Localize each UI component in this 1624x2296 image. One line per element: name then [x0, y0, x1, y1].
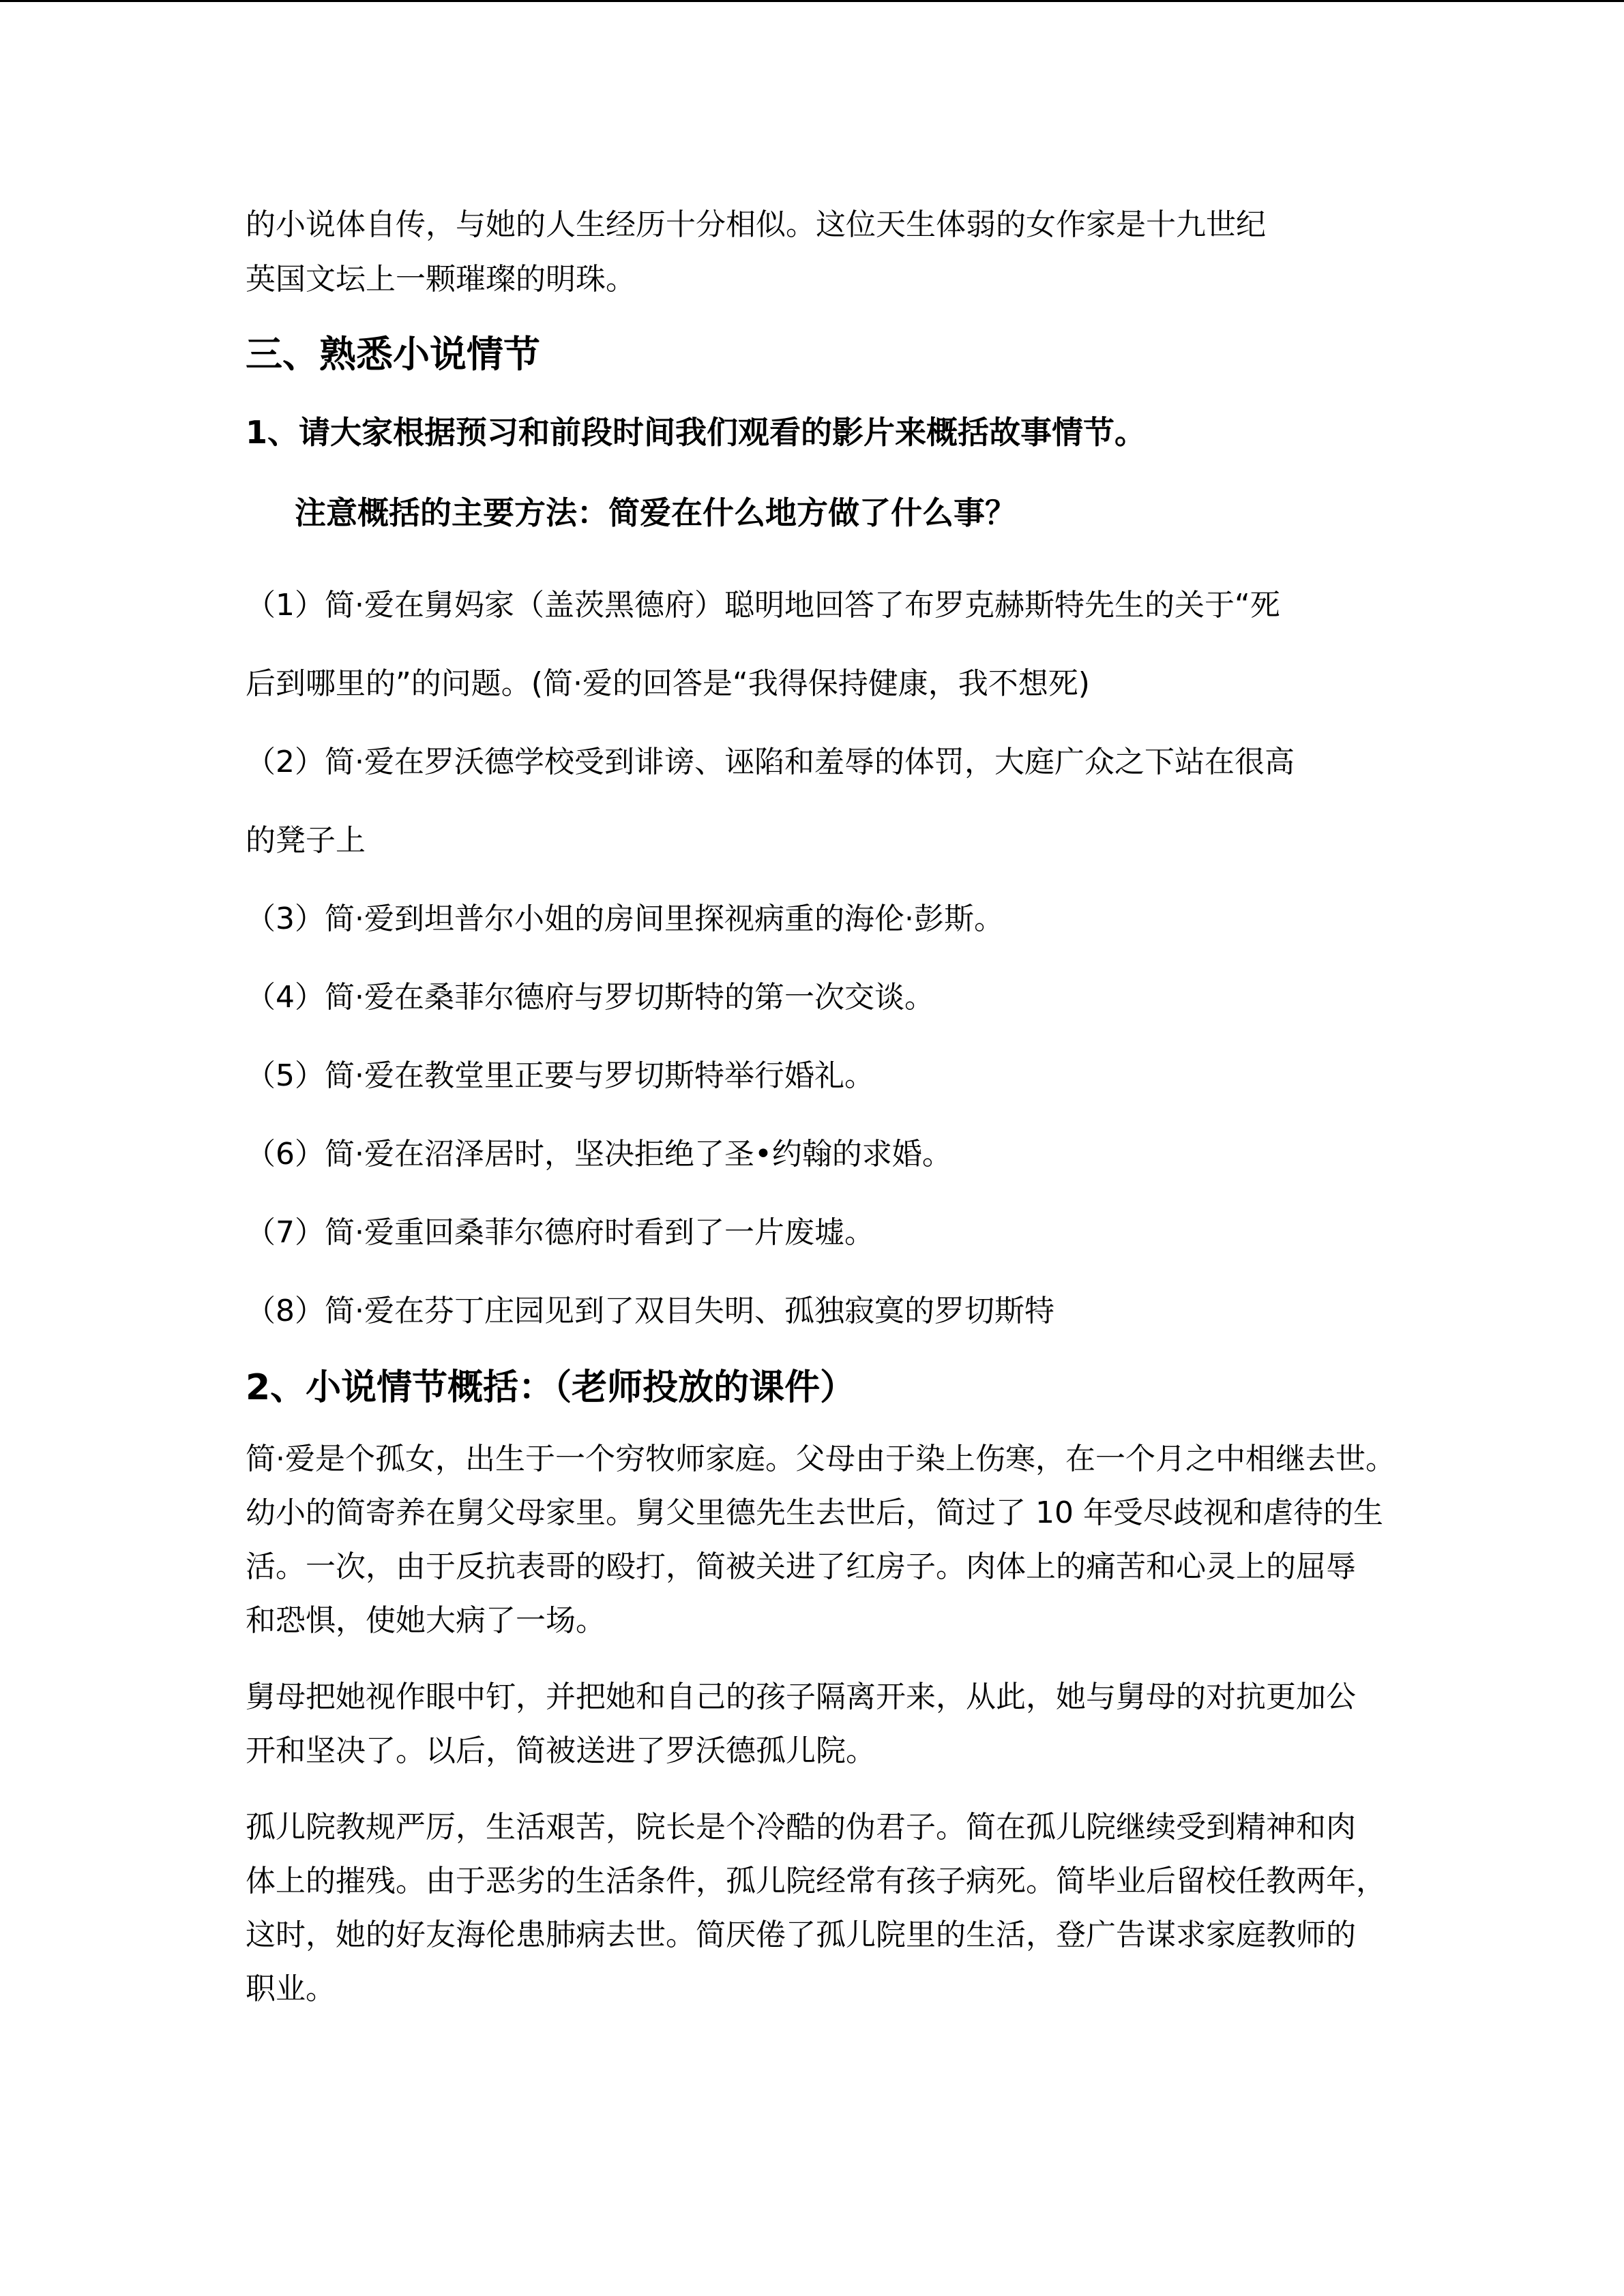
summary-p3-line-4: 职业。 [246, 1971, 336, 2006]
summary-heading: 2、小说情节概括：（老师投放的课件） [246, 1367, 856, 1408]
method-note: 注意概括的主要方法：简爱在什么地方做了什么事？ [295, 494, 1016, 531]
event-8-line-1: （8）简·爱在芬丁庄园见到了双目失明、孤独寂寞的罗切斯特 [246, 1294, 1054, 1328]
summary-p3-line-1: 孤儿院教规严厉，生活艰苦，院长是个冷酷的伪君子。简在孤儿院继续受到精神和肉 [246, 1810, 1356, 1845]
event-2-line-2: 的凳子上 [246, 823, 366, 858]
summary-p2-line-2: 开和坚决了。以后，简被送进了罗沃德孤儿院。 [246, 1733, 876, 1768]
summary-paragraph-3 [246, 1800, 1398, 2016]
summary-p3-line-2: 体上的摧残。由于恶劣的生活条件，孤儿院经常有孩子病死。简毕业后留校任教两年， [246, 1864, 1386, 1898]
summary-p2-line-1: 舅母把她视作眼中钉，并把她和自己的孩子隔离开来，从此，她与舅母的对抗更加公 [246, 1680, 1356, 1714]
event-6-line-1: （6）简·爱在沼泽居时，坚决拒绝了圣•约翰的求婚。 [246, 1137, 952, 1172]
plot-event-3 [246, 880, 1398, 958]
plot-event-list [246, 566, 1398, 1350]
summary-p1-line-1: 简·爱是个孤女，出生于一个穷牧师家庭。父母由于染上伤寒，在一个月之中相继去世。 [246, 1442, 1396, 1476]
event-2-line-1: （2）简·爱在罗沃德学校受到诽谤、诬陷和羞辱的体罚，大庭广众之下站在很高 [246, 745, 1295, 779]
plot-event-8 [246, 1272, 1398, 1350]
summary-p1-line-2: 幼小的简寄养在舅父母家里。舅父里德先生去世后，简过了 10 年受尽歧视和虐待的生 [246, 1495, 1383, 1530]
summary-p3-line-3: 这时，她的好友海伦患肺病去世。简厌倦了孤儿院里的生活，登广告谋求家庭教师的 [246, 1918, 1356, 1952]
event-1-line-2: 后到哪里的”的问题。(简·爱的回答是“我得保持健康，我不想死) [246, 666, 1090, 701]
intro-line-2: 英国文坛上一颗璀璨的明珠。 [246, 262, 636, 297]
document-page [246, 198, 1398, 2038]
page-top-border [0, 0, 1624, 2]
plot-event-1 [246, 566, 1398, 723]
plot-event-2 [246, 723, 1398, 880]
summary-p1-line-3: 活。一次，由于反抗表哥的殴打，简被关进了红房子。肉体上的痛苦和心灵上的屈辱 [246, 1549, 1356, 1584]
event-4-line-1: （4）简·爱在桑菲尔德府与罗切斯特的第一次交谈。 [246, 980, 934, 1015]
plot-event-7 [246, 1193, 1398, 1272]
intro-paragraph [246, 198, 1398, 307]
event-5-line-1: （5）简·爱在教堂里正要与罗切斯特举行婚礼。 [246, 1058, 874, 1093]
event-1-line-1: （1）简·爱在舅妈家（盖茨黑德府）聪明地回答了布罗克赫斯特先生的关于“死 [246, 588, 1280, 623]
intro-line-1: 的小说体自传，与她的人生经历十分相似。这位天生体弱的女作家是十九世纪 [246, 207, 1266, 242]
plot-event-4 [246, 958, 1398, 1037]
summary-paragraph-1 [246, 1432, 1398, 1648]
summary-paragraph-2 [246, 1670, 1398, 1778]
plot-event-6 [246, 1115, 1398, 1193]
event-3-line-1: （3）简·爱到坦普尔小姐的房间里探视病重的海伦·彭斯。 [246, 901, 1004, 936]
section-heading-plot: 三、熟悉小说情节 [246, 333, 540, 376]
plot-event-5 [246, 1037, 1398, 1115]
event-7-line-1: （7）简·爱重回桑菲尔德府时看到了一片废墟。 [246, 1215, 874, 1250]
summary-p1-line-4: 和恐惧，使她大病了一场。 [246, 1603, 606, 1638]
question-1: 1、请大家根据预习和前段时间我们观看的影片来概括故事情节。 [246, 414, 1147, 451]
